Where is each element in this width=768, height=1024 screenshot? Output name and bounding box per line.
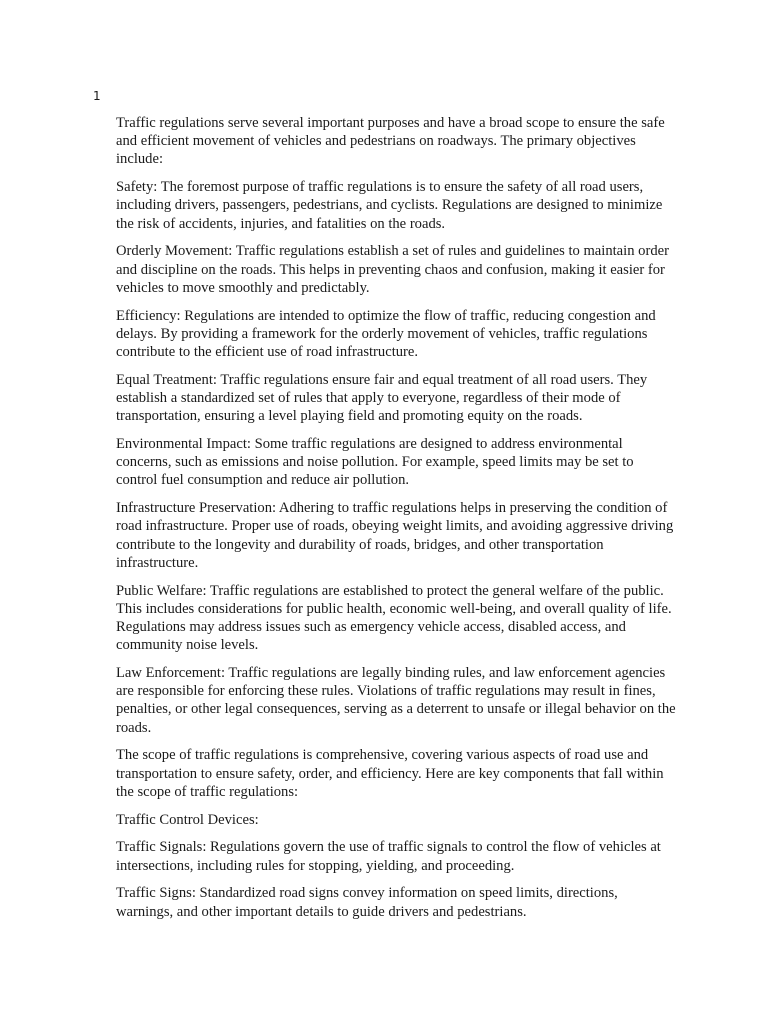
paragraph-public-welfare: Public Welfare: Traffic regulations are established to protect the general welfare of the public. This includes considerations for public health, economic well-being, and overall quality of life. Regulations may address issues such as emergency vehicle access, disabled access, and community noise levels. xyxy=(116,582,672,654)
paragraph-traffic-signals: Traffic Signals: Regulations govern the use of traffic signals to control the flow of vehicles at intersections, including rules for stopping, yielding, and proceeding. xyxy=(116,839,661,874)
document-body xyxy=(116,114,676,930)
paragraph-law-enforcement: Law Enforcement: Traffic regulations are legally binding rules, and law enforcement agencies are responsible for enforcing these rules. Violations of traffic regulations may result in fines, penalties, or other legal consequences, serving as a deterrent to unsafe or illegal behavior on the roads. xyxy=(116,665,676,736)
paragraph-traffic-signs: Traffic Signs: Standardized road signs convey information on speed limits, directions, warnings, and other important details to guide drivers and pedestrians. xyxy=(116,885,618,920)
page-number: 1 xyxy=(93,89,101,103)
paragraph-safety: Safety: The foremost purpose of traffic regulations is to ensure the safety of all road users, including drivers, passengers, pedestrians, and cyclists. Regulations are designed to minimize the risk of accidents, injuries, and fatalities on the roads. xyxy=(116,179,663,232)
paragraph-infrastructure-preservation: Infrastructure Preservation: Adhering to traffic regulations helps in preserving the condition of road infrastructure. Proper use of roads, obeying weight limits, and avoiding aggressive driving contribute to the longevity and durability of roads, bridges, and other transportation infrastructure. xyxy=(116,500,674,571)
paragraph-efficiency: Efficiency: Regulations are intended to optimize the flow of traffic, reducing congestion and delays. By providing a framework for the orderly movement of vehicles, traffic regulations contribute to the efficient use of road infrastructure. xyxy=(116,307,656,361)
paragraph-intro: Traffic regulations serve several important purposes and have a broad scope to ensure the safe and efficient movement of vehicles and pedestrians on roadways. The primary objectives include: xyxy=(116,115,665,168)
paragraph-scope: The scope of traffic regulations is comprehensive, covering various aspects of road use and transportation to ensure safety, order, and efficiency. Here are key components that fall within the scope of traffic regulations: xyxy=(116,747,664,800)
paragraph-orderly-movement: Orderly Movement: Traffic regulations establish a set of rules and guidelines to maintain order and discipline on the roads. This helps in preventing chaos and confusion, making it easier for vehicles to move smoothly and predictably. xyxy=(116,243,669,296)
paragraph-environmental-impact: Environmental Impact: Some traffic regulations are designed to address environmental concerns, such as emissions and noise pollution. For example, speed limits may be set to control fuel consumption and reduce air pollution. xyxy=(116,436,634,489)
paragraph-traffic-control-devices: Traffic Control Devices: xyxy=(116,811,259,828)
paragraph-equal-treatment: Equal Treatment: Traffic regulations ensure fair and equal treatment of all road users. They establish a standardized set of rules that apply to everyone, regardless of their mode of transportation, ensuring a level playing field and promoting equity on the roads. xyxy=(116,371,648,425)
